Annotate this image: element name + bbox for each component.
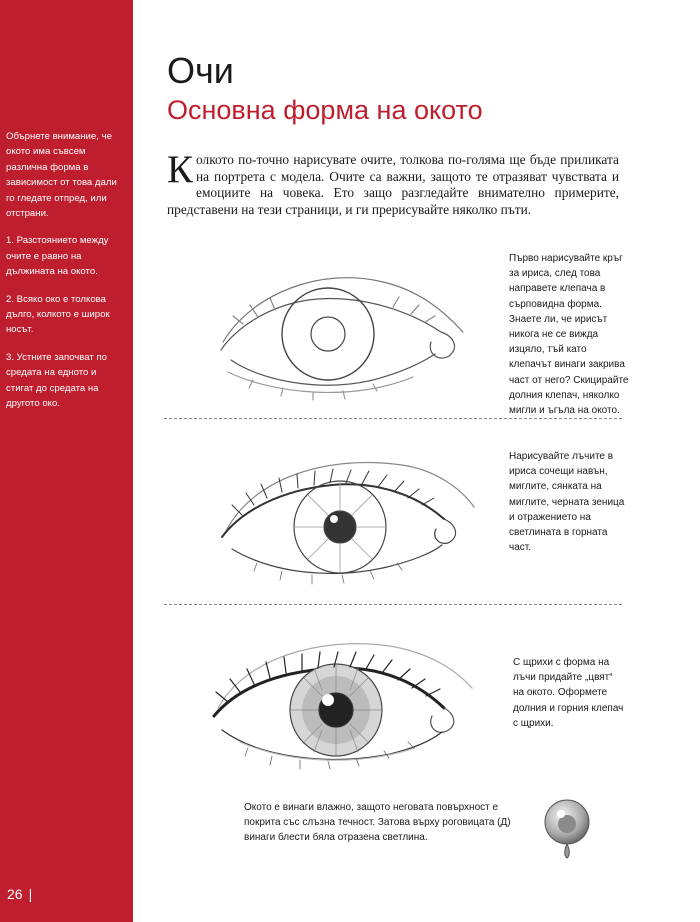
- divider-1: [164, 418, 622, 419]
- eye-sketch-lashes-icon: [212, 445, 480, 585]
- intro-paragraph: [167, 148, 619, 218]
- sidebar-note: 3. Устните започват по средата на едното и стигат до средата на другото око.: [6, 351, 108, 410]
- droplet-caption: Окото е винаги влажно, защото неговата повърхност е покрита със слъзна течност. Затова върху роговицата (Д) винаги блести бяла отразена светлина.: [244, 802, 511, 844]
- page-subtitle: Основна форма на окото: [167, 95, 483, 125]
- tear-droplet-icon: [542, 796, 592, 862]
- page-number: [7, 886, 32, 902]
- page-number-value: 26: [7, 886, 23, 902]
- sidebar-notes: [6, 129, 126, 424]
- eye-sketch-basic-icon: [213, 262, 475, 402]
- eye-sketch-shaded-icon: [200, 630, 480, 770]
- sidebar-note: Обърнете внимание, че окото има съвсем различна форма в зависимост от това дали го гледате отпред, или отстрани.: [6, 131, 117, 220]
- step-2-caption: Нарисувайте лъчите в ириса сочещи навън, миглите, сянката на миглите, черната зеница и отражението на светлината в горната част.: [509, 451, 625, 554]
- intro-text: олкото по-точно нарисувате очите, толкова по-голяма ще бъде приликата на портрета с модела. Очите са важни, защото те отразяват чувствата и емоциите на човека. Ето защо разгледайте внимателно примерите, представени на тези страници, и ги прерисувайте няколко пъти.: [167, 152, 619, 217]
- page-number-bar: |: [28, 886, 33, 902]
- step-3-caption: С щрихи с форма на лъчи придайте „цвят“ на окото. Оформете долния и горния клепач с щрихи.: [513, 657, 624, 729]
- drop-cap: К: [167, 148, 194, 191]
- sidebar: [0, 0, 133, 922]
- divider-2: [164, 604, 622, 605]
- page-title: Очи: [167, 50, 234, 91]
- sidebar-note: 2. Всяко око е толкова дълго, колкото е широк носът.: [6, 293, 110, 336]
- sidebar-note: 1. Разстоянието между очите е равно на дължината на окото.: [6, 235, 109, 278]
- step-1-caption: Първо нарисувайте кръг за ириса, след това направете клепача в сърповидна форма. Знаете ли, че ирисът никога не се вижда изцяло, тъй като клепачът винаги закрива част от него? Скицирайте долния клепач, няколко мигли и ъгъла на окото.: [509, 253, 629, 417]
